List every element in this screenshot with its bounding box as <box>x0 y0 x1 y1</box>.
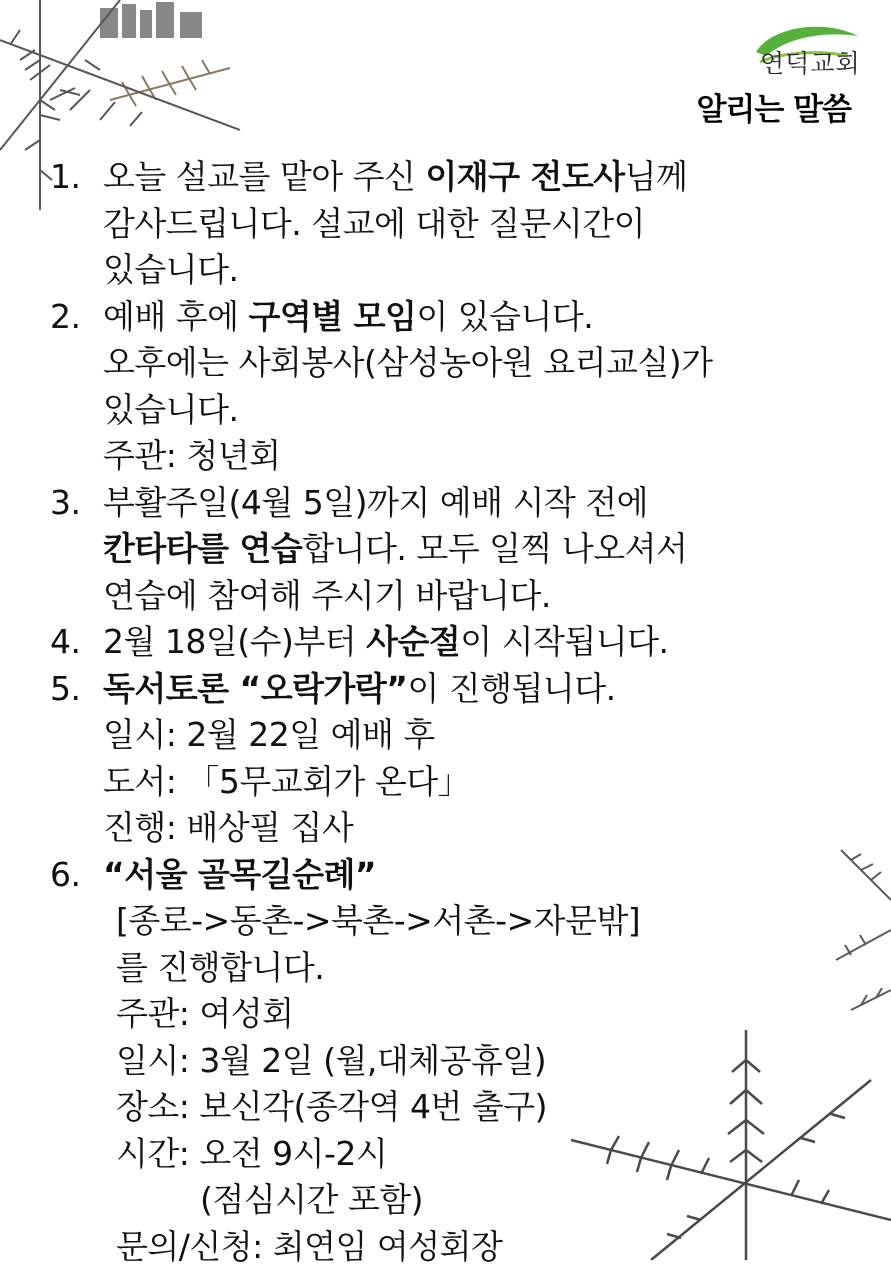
notice-text <box>103 573 551 620</box>
notice-line <box>50 154 860 201</box>
notice-segment: 시간: 오전 9시-2시 <box>116 1134 387 1173</box>
notice-text <box>103 294 593 341</box>
notice-text <box>116 991 294 1038</box>
notice-segment: 주관: 여성회 <box>116 994 294 1033</box>
notice-segment: 이 시작됩니다. <box>460 622 668 661</box>
notice-text <box>116 1131 387 1178</box>
notice-text <box>103 759 470 806</box>
notice-segment: 합니다. 모두 일찍 나오셔서 <box>302 529 687 568</box>
notice-text <box>103 340 713 387</box>
notice-line <box>50 387 860 434</box>
notice-line <box>50 991 860 1038</box>
notice-line <box>50 1131 860 1178</box>
notice-segment: 일시: 2월 22일 예배 후 <box>103 715 435 754</box>
notice-text <box>116 1084 547 1131</box>
notice-segment: 주관: 청년회 <box>103 436 281 475</box>
notice-highlight: 독서토론 “오락가락” <box>103 669 407 708</box>
notice-text <box>116 1038 546 1085</box>
notice-line <box>50 1177 860 1224</box>
notice-line <box>50 433 860 480</box>
notice-text <box>116 1224 502 1270</box>
notice-segment: 이 있습니다. <box>416 297 593 336</box>
notice-segment: 님께 <box>625 157 688 196</box>
notice-segment: 감사드립니다. 설교에 대한 질문시간이 <box>103 204 645 243</box>
notice-line <box>50 1038 860 1085</box>
notice-number: 1. <box>50 154 81 201</box>
notice-line <box>50 712 860 759</box>
notice-line <box>50 526 860 573</box>
notice-segment: 연습에 참여해 주시기 바랍니다. <box>103 576 551 615</box>
notice-segment: 문의/신청: 최연임 여성회장 <box>116 1227 502 1266</box>
notice-highlight: “서울 골목길순례” <box>103 855 376 894</box>
notice-line <box>50 898 860 945</box>
notice-line <box>50 759 860 806</box>
notice-line <box>50 805 860 852</box>
notice-segment: 있습니다. <box>103 250 239 289</box>
notice-text <box>103 387 239 434</box>
notice-line <box>50 247 860 294</box>
notice-line <box>50 340 860 387</box>
notice-number: 3. <box>50 480 81 527</box>
page-title: 알리는 말씀 <box>696 84 851 129</box>
notice-segment: 진행: 배상필 집사 <box>103 808 353 847</box>
notice-text <box>103 852 376 899</box>
notice-text <box>103 433 281 480</box>
notice-highlight: 구역별 모임 <box>249 297 417 336</box>
notice-segment: 예배 후에 <box>103 297 249 336</box>
notice-line <box>50 619 860 666</box>
notice-text <box>103 805 353 852</box>
notice-highlight: 사순절 <box>366 622 460 661</box>
notice-line <box>50 573 860 620</box>
notice-segment: 부활주일(4월 5일)까지 예배 시작 전에 <box>103 483 648 522</box>
notice-number: 4. <box>50 619 81 666</box>
notice-text <box>103 480 648 527</box>
notice-text <box>103 154 687 201</box>
notice-number: 5. <box>50 666 81 713</box>
notice-line <box>50 666 860 713</box>
notice-highlight: 이재구 전도사 <box>425 157 624 196</box>
notice-list <box>50 154 860 1270</box>
notice-segment: [종로->동촌->북촌->서촌->자문밖] <box>116 901 640 940</box>
notice-segment: 장소: 보신각(종각역 4번 출구) <box>116 1087 547 1126</box>
notice-text <box>116 945 324 992</box>
notice-line <box>50 1084 860 1131</box>
notice-text <box>200 1177 423 1224</box>
notice-segment: 있습니다. <box>103 390 239 429</box>
notice-number: 6. <box>50 852 81 899</box>
notice-segment: 2월 18일(수)부터 <box>103 622 366 661</box>
notice-segment: 일시: 3월 2일 (월,대체공휴일) <box>116 1041 546 1080</box>
church-logo <box>752 22 864 78</box>
notice-text <box>103 201 645 248</box>
notice-text <box>103 247 239 294</box>
notice-line <box>50 201 860 248</box>
notice-text <box>103 526 687 573</box>
notice-text <box>116 898 640 945</box>
notice-line <box>50 852 860 899</box>
notice-segment: 오늘 설교를 맡아 주신 <box>103 157 425 196</box>
notice-line <box>50 945 860 992</box>
notice-line <box>50 294 860 341</box>
notice-text <box>103 666 616 713</box>
notice-segment: 이 진행됩니다. <box>407 669 615 708</box>
notice-text <box>103 712 435 759</box>
notice-segment: (점심시간 포함) <box>200 1180 423 1219</box>
notice-segment: 를 진행합니다. <box>116 948 324 987</box>
notice-line <box>50 1224 860 1270</box>
notice-number: 2. <box>50 294 81 341</box>
notice-line <box>50 480 860 527</box>
notice-segment: 오후에는 사회봉사(삼성농아원 요리교실)가 <box>103 343 713 382</box>
logo-text: 연덕교회 <box>760 44 861 80</box>
notice-text <box>103 619 669 666</box>
notice-highlight: 칸타타를 연습 <box>103 529 302 568</box>
notice-segment: 도서: 「5무교회가 온다」 <box>103 762 470 801</box>
